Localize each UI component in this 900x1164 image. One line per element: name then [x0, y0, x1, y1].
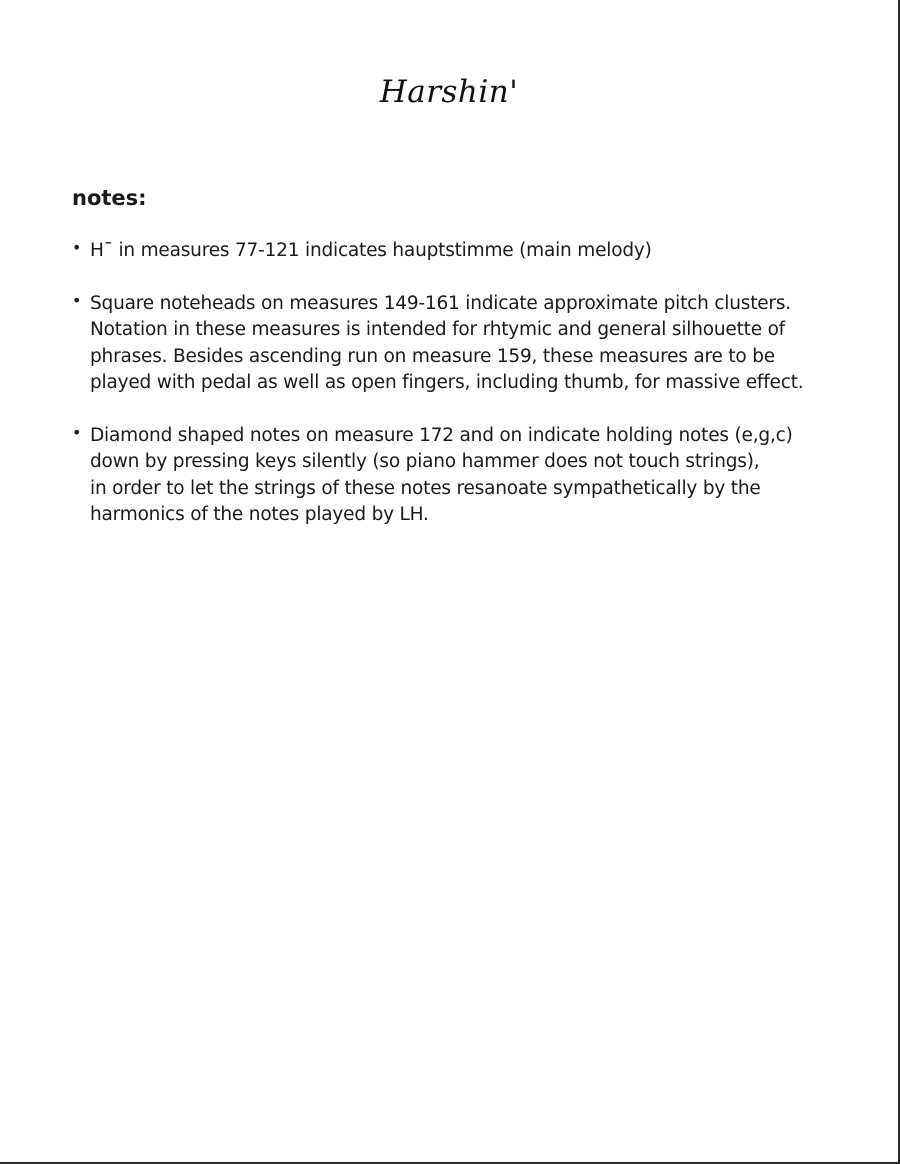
note-line: down by pressing keys silently (so piano hammer does not touch strings), [90, 451, 760, 472]
note-item-hauptstimme [70, 238, 870, 265]
note-item-square-noteheads [70, 291, 870, 397]
note-line: Square noteheads on measures 149-161 indicate approximate pitch clusters. [90, 292, 791, 314]
bullet-icon: • [72, 238, 82, 257]
note-line: Hˉ in measures 77-121 indicates hauptstimme (main melody) [90, 240, 652, 261]
note-line: in order to let the strings of these notes resanoate sympathetically by the [90, 477, 761, 499]
page-title: Harshin' [379, 74, 519, 110]
note-line: played with pedal as well as open fingers, including thumb, for massive effect. [90, 372, 804, 393]
bullet-icon: • [72, 422, 82, 442]
note-line: phrases. Besides ascending run on measure 159, these measures are to be [90, 345, 775, 367]
notes-list [70, 238, 870, 555]
notes-heading: notes: [72, 186, 147, 210]
note-line: Diamond shaped notes on measure 172 and on indicate holding notes (e,g,c) [90, 424, 793, 446]
note-line: harmonics of the notes played by LH. [90, 504, 429, 525]
bullet-icon: • [72, 290, 82, 310]
note-item-diamond-notes [70, 423, 870, 529]
note-line: Notation in these measures is intended for rhtymic and general silhouette of [90, 319, 785, 340]
